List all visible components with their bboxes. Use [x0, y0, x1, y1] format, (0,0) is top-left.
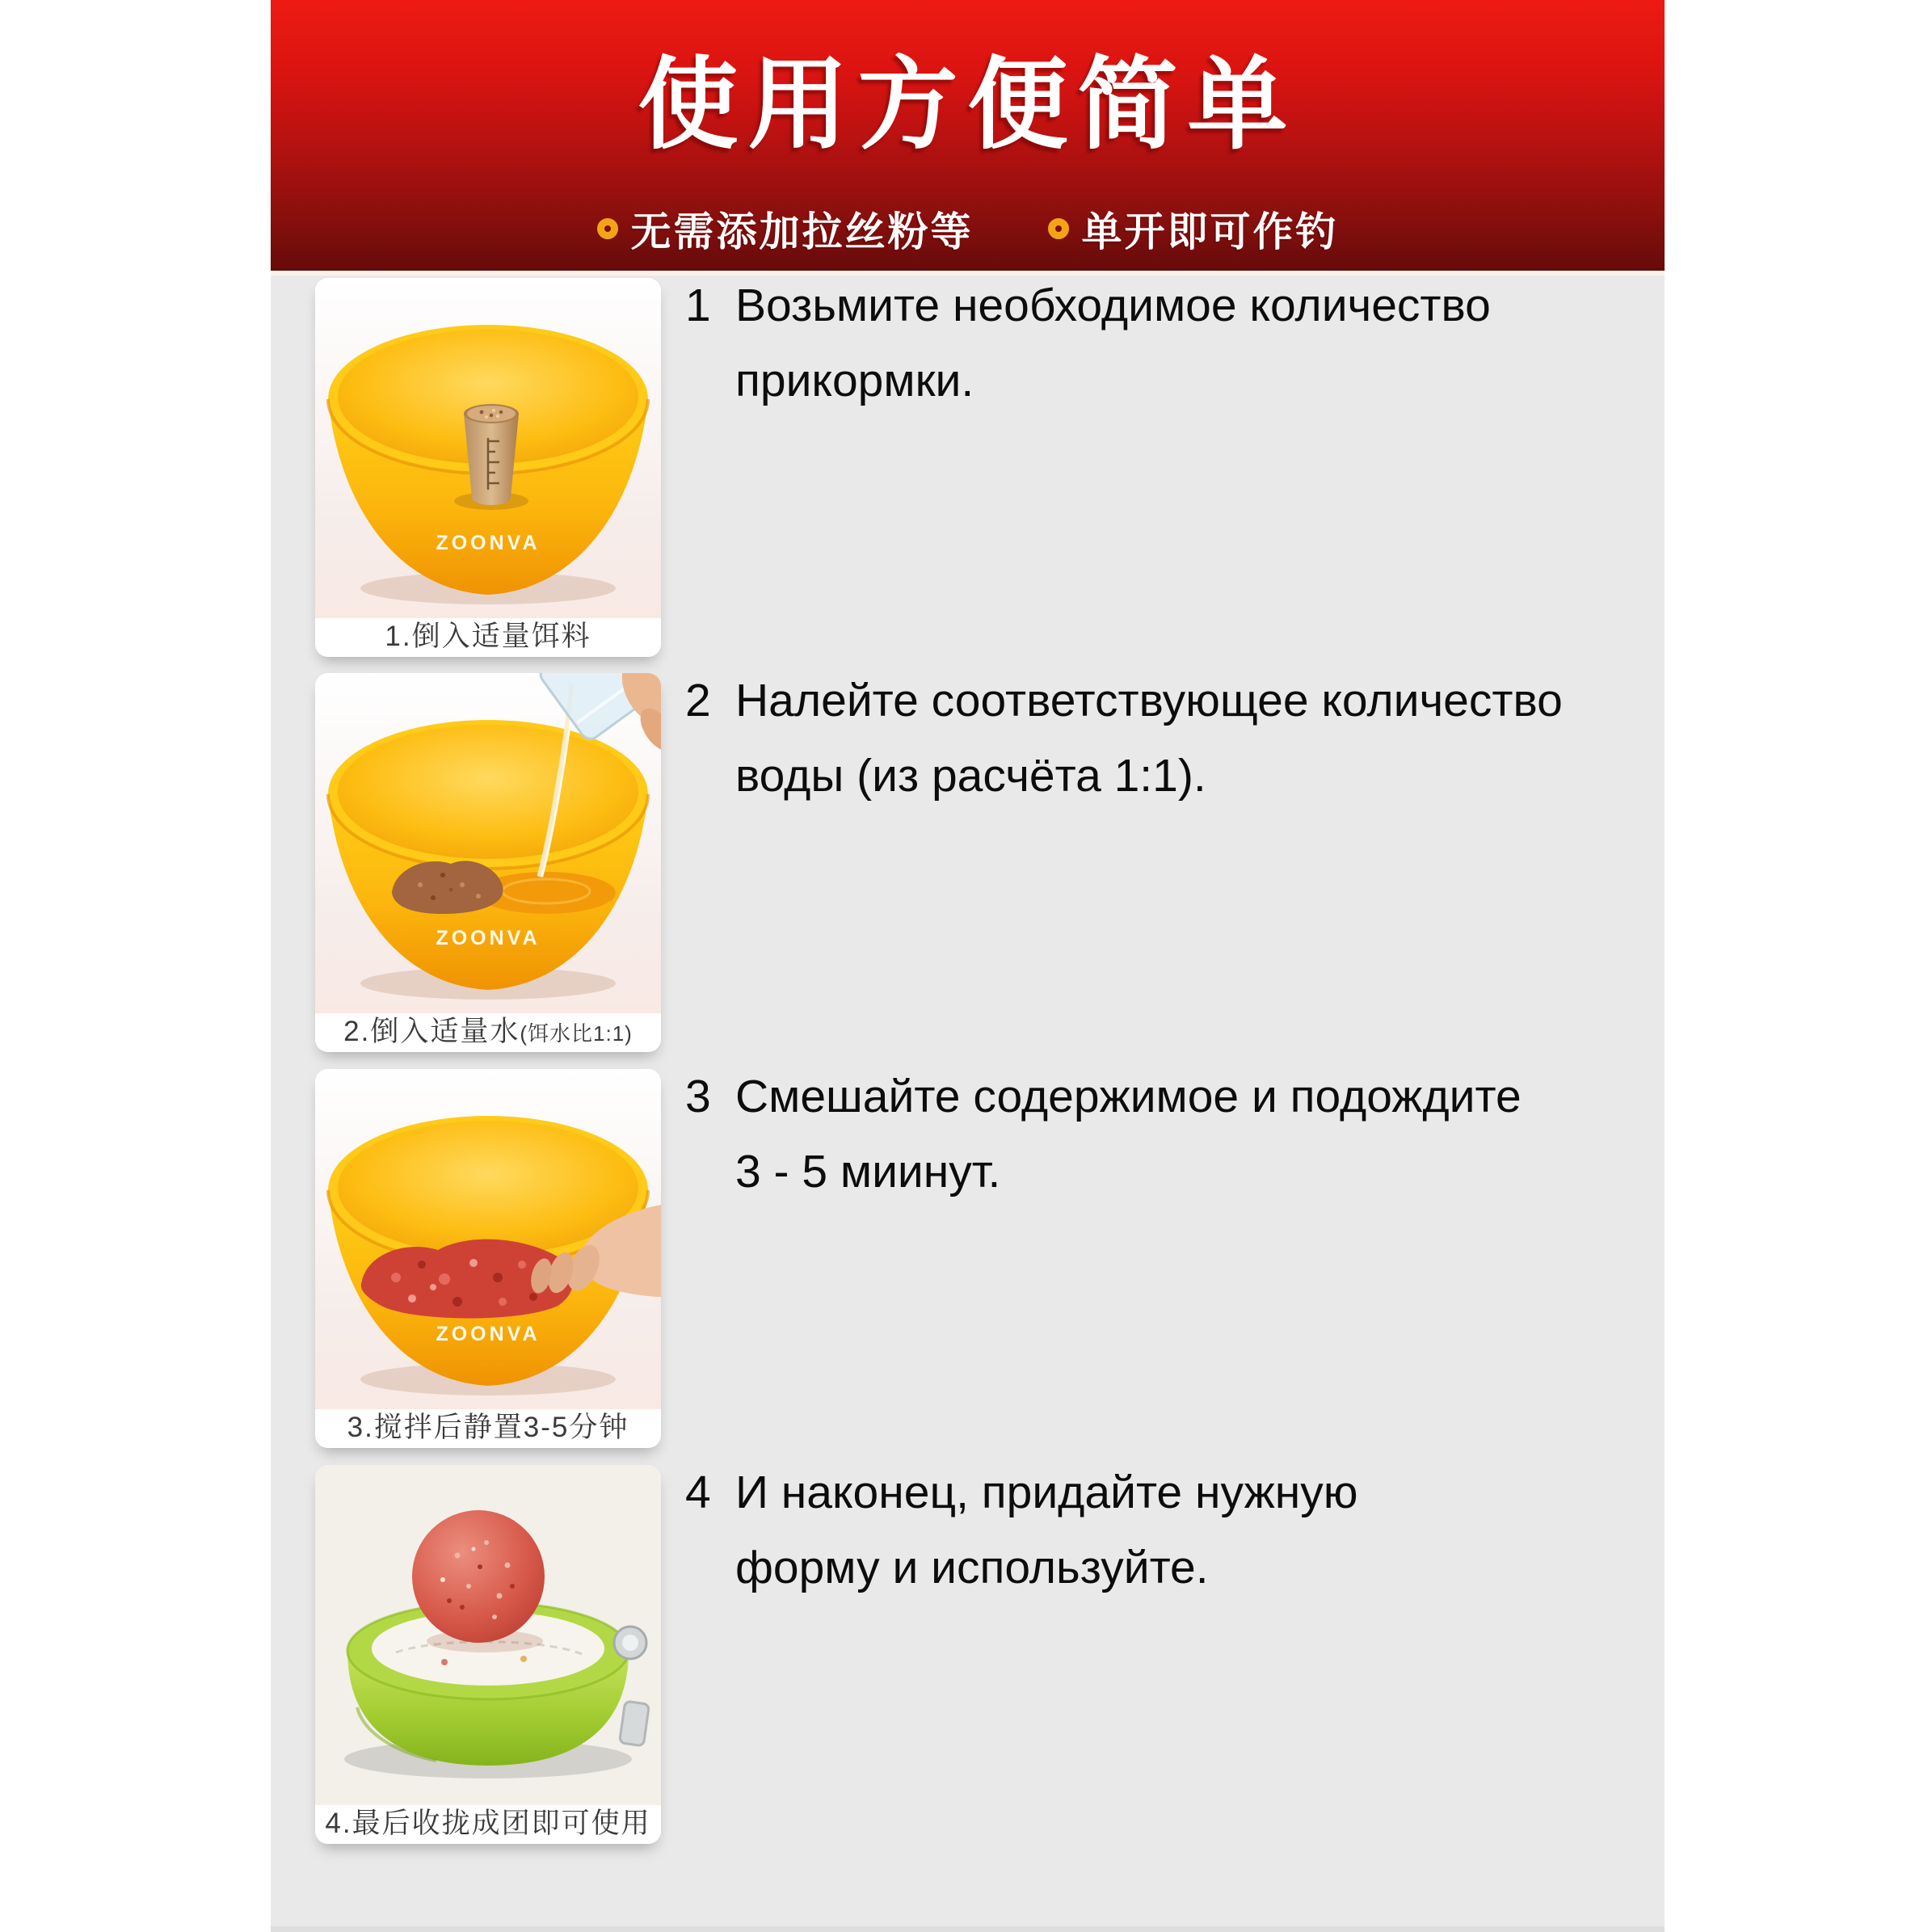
step-card-3: [315, 1069, 661, 1448]
bait-powder-pile: [392, 861, 503, 914]
bullet-label: 单开即可作钓: [1081, 209, 1339, 255]
step-number: 3: [685, 1071, 711, 1122]
step-instruction-text: И наконец, придайте нужную форму и используйте.: [735, 1467, 1358, 1593]
caption-text: 4.最后收拢成团即可使用: [325, 1808, 651, 1839]
bowl-brand-logo: ZOONVA: [436, 532, 541, 554]
step-instruction-4: [685, 1455, 1635, 1606]
step-number: 4: [685, 1467, 711, 1518]
banner: [271, 0, 1665, 271]
step-photo-3: [315, 1069, 661, 1409]
step-instruction-2: [685, 663, 1635, 814]
caption-suffix: (饵水比1:1): [520, 1021, 633, 1046]
step-photo-2: [315, 673, 661, 1013]
caption-text: 1.倒入适量饵料: [385, 621, 591, 652]
step-card-2: [315, 673, 661, 1052]
bullet-label: 无需添加拉丝粉等: [630, 209, 974, 255]
gold-ring-bullet-icon: [597, 218, 618, 239]
step-card-1: [315, 278, 661, 657]
step-caption-1: [315, 618, 661, 657]
step-number: 1: [685, 280, 711, 331]
step-caption-3: [315, 1409, 661, 1448]
caption-text: 2.倒入适量水: [343, 1016, 520, 1047]
step-caption-4: [315, 1805, 661, 1844]
step-instruction-text: Налейте соответствующее количество воды (из расчёта 1:1).: [735, 675, 1563, 802]
caption-text: 3.搅拌后静置3-5分钟: [347, 1412, 629, 1443]
step-instruction-text: Возьмите необходимое количество прикормки.: [735, 280, 1491, 406]
step-instruction-3: [685, 1059, 1635, 1210]
step-caption-2: [315, 1013, 661, 1052]
step-instruction-1: [685, 268, 1635, 419]
gold-ring-bullet-icon: [1048, 218, 1069, 239]
banner-bullet-1: [597, 200, 974, 258]
step-card-4: [315, 1465, 661, 1844]
banner-title: 使用方便简单: [638, 49, 1298, 161]
bowl-brand-logo: ZOONVA: [436, 927, 541, 949]
bottom-edge-strip: [271, 1926, 1665, 1932]
bowl-brand-logo: ZOONVA: [436, 1323, 541, 1345]
banner-bullet-2: [1048, 200, 1339, 258]
banner-bullets: [271, 202, 1665, 255]
content-column: [271, 0, 1665, 1932]
step-photo-1: [315, 278, 661, 618]
step-number: 2: [685, 675, 711, 726]
step-photo-4: [315, 1465, 661, 1805]
step-instruction-text: Смешайте содержимое и подождите 3 - 5 миинут.: [735, 1071, 1522, 1198]
